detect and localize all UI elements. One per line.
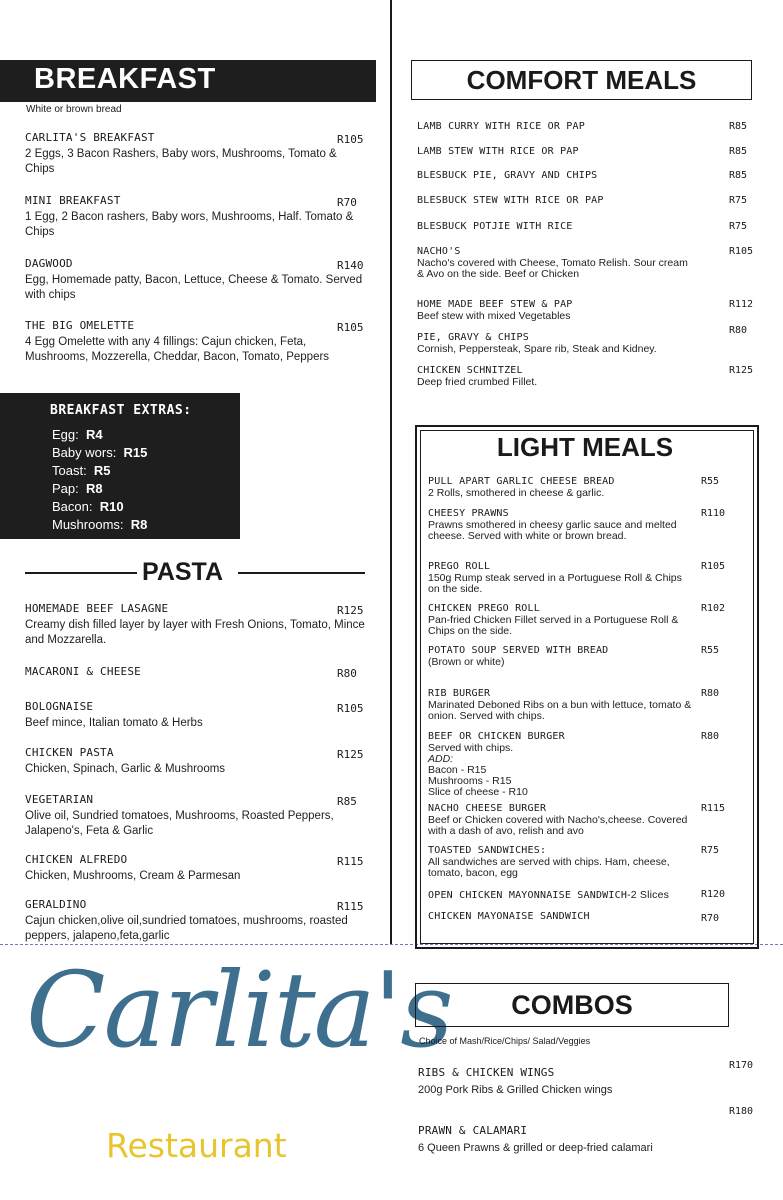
item-desc: Chicken, Spinach, Garlic & Mushrooms	[25, 763, 226, 775]
extra-item: Toast: R5	[52, 463, 111, 478]
item-desc: Chicken, Mushrooms, Cream & Parmesan	[25, 870, 241, 882]
logo-script-text: Carlita's	[26, 949, 452, 1071]
item-desc: 2 Rolls, smothered in cheese & garlic.	[428, 487, 605, 499]
item-desc: 1 Egg, 2 Bacon rashers, Baby wors, Mushrooms, Half. Tomato & Chips	[25, 211, 354, 238]
extra-item: Mushrooms: R8	[52, 517, 148, 532]
item-name: TOASTED SANDWICHES:	[428, 845, 547, 856]
menu-item-big-omelette	[25, 319, 365, 365]
item-name: THE BIG OMELETTE	[25, 319, 135, 332]
menu-item-blesbuck-potjie	[417, 221, 692, 232]
item-name: POTATO SOUP SERVED WITH BREAD	[428, 645, 609, 656]
item-desc: 2 Eggs, 3 Bacon Rashers, Baby wors, Mushrooms, Tomato & Chips	[25, 148, 337, 175]
item-price: R55	[701, 476, 720, 487]
item-price: R140	[337, 259, 364, 272]
item-name: CHICKEN MAYONAISE SANDWICH	[428, 911, 590, 922]
item-price: R115	[337, 855, 364, 868]
menu-item-ribs-chicken-wings	[418, 1066, 718, 1096]
header-rule	[238, 572, 365, 574]
menu-item-geraldino	[25, 898, 365, 944]
add-line: Mushrooms - R15	[428, 775, 512, 787]
item-price: R115	[701, 803, 726, 814]
menu-item-dagwood	[25, 257, 365, 303]
combos-title: COMBOS	[511, 990, 633, 1020]
item-name: BOLOGNAISE	[25, 700, 94, 713]
item-desc: (Brown or white)	[428, 656, 505, 668]
menu-item-toasted-sandwiches	[428, 845, 693, 879]
item-price: R180	[729, 1106, 754, 1117]
combos-subtitle: Choice of Mash/Rice/Chips/ Salad/Veggies	[419, 1036, 591, 1046]
item-desc: Nacho's covered with Cheese, Tomato Relish. Sour cream & Avo on the side. Beef or Chicken	[417, 257, 688, 280]
comfort-meals-header	[411, 60, 752, 100]
add-label: ADD:	[428, 753, 454, 765]
item-price: R55	[701, 645, 720, 656]
menu-item-nacho-cheese-burger	[428, 803, 693, 837]
item-desc: Olive oil, Sundried tomatoes, Mushrooms, Roasted Peppers, Jalapeno's, Feta & Garlic	[25, 810, 334, 837]
item-name: OPEN CHICKEN MAYONNAISE SANDWICH-2 Slices	[428, 889, 670, 901]
menu-item-chicken-prego-roll	[428, 603, 693, 637]
item-name: BLESBUCK STEW WITH RICE OR PAP	[417, 195, 604, 206]
item-price: R105	[337, 321, 364, 334]
menu-item-open-chicken-mayo	[428, 889, 693, 901]
item-desc: Cajun chicken,olive oil,sundried tomatoes, mushrooms, roasted peppers, jalapeno,feta,garlic	[25, 915, 348, 942]
column-divider	[390, 0, 392, 945]
menu-item-blesbuck-stew	[417, 195, 692, 206]
item-price: R105	[337, 133, 364, 146]
item-price: R80	[337, 667, 357, 680]
item-price: R85	[729, 121, 748, 132]
menu-item-chicken-alfredo	[25, 853, 365, 884]
menu-item-lamb-stew	[417, 146, 692, 157]
extras-title: BREAKFAST EXTRAS:	[50, 403, 192, 418]
item-desc: Served with chips.	[428, 742, 514, 754]
item-price: R70	[701, 913, 720, 924]
breakfast-title: BREAKFAST	[34, 63, 216, 95]
item-name: BLESBUCK POTJIE WITH RICE	[417, 221, 573, 232]
combos-header	[415, 983, 729, 1027]
header-rule	[25, 572, 137, 574]
menu-item-blesbuck-pie	[417, 170, 692, 181]
item-name: BEEF OR CHICKEN BURGER	[428, 731, 565, 742]
item-desc: Marinated Deboned Ribs on a bun with lettuce, tomato & onion. Served with chips.	[428, 699, 692, 722]
menu-item-macaroni-cheese	[25, 665, 365, 678]
extra-item: Bacon: R10	[52, 499, 124, 514]
item-name: PULL APART GARLIC CHEESE BREAD	[428, 476, 615, 487]
item-name: PRAWN & CALAMARI	[418, 1124, 528, 1137]
item-name: PREGO ROLL	[428, 561, 491, 572]
menu-item-vegetarian	[25, 793, 365, 839]
breakfast-extras-panel	[0, 393, 240, 539]
item-desc: Cornish, Peppersteak, Spare rib, Steak and Kidney.	[417, 343, 657, 355]
item-price: R105	[701, 561, 726, 572]
logo-subtitle: Restaurant	[106, 1126, 287, 1165]
item-price: R80	[701, 731, 720, 742]
item-desc: Pan-fried Chicken Fillet served in a Portuguese Roll & Chips on the side.	[428, 614, 679, 637]
item-desc: All sandwiches are served with chips. Ham, cheese, tomato, bacon, egg	[428, 856, 670, 879]
item-price: R125	[337, 604, 364, 617]
torn-edge-decoration	[222, 393, 240, 539]
item-desc: Beef stew with mixed Vegetables	[417, 310, 571, 322]
item-price: R70	[337, 196, 357, 209]
item-price: R112	[729, 299, 754, 310]
menu-item-chicken-mayo-sandwich	[428, 911, 693, 922]
item-price: R120	[701, 889, 726, 900]
pasta-title: PASTA	[142, 558, 224, 586]
menu-item-cheesy-prawns	[428, 508, 693, 542]
item-name: MACARONI & CHEESE	[25, 665, 141, 678]
extras-list	[52, 426, 147, 534]
item-price: R115	[337, 900, 364, 913]
breakfast-header	[0, 60, 376, 102]
item-price: R85	[729, 146, 748, 157]
breakfast-subtitle: White or brown bread	[26, 104, 122, 115]
item-desc: Beef mince, Italian tomato & Herbs	[25, 717, 203, 729]
item-price: R75	[729, 221, 748, 232]
menu-item-beef-stew-pap	[417, 299, 692, 322]
item-name: HOMEMADE BEEF LASAGNE	[25, 602, 169, 615]
item-name: GERALDINO	[25, 898, 87, 911]
menu-item-carlitas-breakfast	[25, 131, 365, 177]
item-desc: Deep fried crumbed Fillet.	[417, 376, 538, 388]
item-price: R75	[729, 195, 748, 206]
item-name: LAMB STEW WITH RICE OR PAP	[417, 146, 579, 157]
menu-item-beef-chicken-burger	[428, 731, 693, 798]
item-name: DAGWOOD	[25, 257, 73, 270]
item-name: CHEESY PRAWNS	[428, 508, 509, 519]
item-name: CARLITA'S BREAKFAST	[25, 131, 155, 144]
item-price: R75	[701, 845, 720, 856]
item-desc: Egg, Homemade patty, Bacon, Lettuce, Cheese & Tomato. Served with chips	[25, 274, 363, 301]
item-name: PIE, GRAVY & CHIPS	[417, 332, 529, 343]
menu-item-potato-soup	[428, 645, 693, 668]
item-name: NACHO CHEESE BURGER	[428, 803, 547, 814]
add-line: Bacon - R15	[428, 764, 487, 776]
menu-item-nachos	[417, 246, 692, 280]
pasta-header	[25, 560, 365, 586]
item-desc: 200g Pork Ribs & Grilled Chicken wings	[418, 1084, 613, 1096]
extra-item: Egg: R4	[52, 427, 103, 442]
add-line: Slice of cheese - R10	[428, 786, 528, 798]
item-name: CHICKEN PASTA	[25, 746, 114, 759]
item-price: R80	[701, 688, 720, 699]
item-name: RIBS & CHICKEN WINGS	[418, 1066, 555, 1079]
item-desc: Beef or Chicken covered with Nacho's,cheese. Covered with a dash of avo, relish and avo	[428, 814, 688, 837]
item-name: NACHO'S	[417, 246, 461, 257]
item-price: R105	[337, 702, 364, 715]
item-desc: Prawns smothered in cheesy garlic sauce and melted cheese. Served with white or brown bread.	[428, 519, 677, 542]
item-name: CHICKEN PREGO ROLL	[428, 603, 540, 614]
item-price: R125	[729, 365, 754, 376]
menu-item-mini-breakfast	[25, 194, 365, 240]
menu-item-garlic-cheese-bread	[428, 476, 693, 499]
item-desc: 6 Queen Prawns & grilled or deep-fried calamari	[418, 1142, 653, 1154]
item-desc: 150g Rump steak served in a Portuguese Roll & Chips on the side.	[428, 572, 682, 595]
item-price: R125	[337, 748, 364, 761]
item-name: VEGETARIAN	[25, 793, 94, 806]
item-name: LAMB CURRY WITH RICE OR PAP	[417, 121, 585, 132]
extra-item: Pap: R8	[52, 481, 103, 496]
item-price: R170	[729, 1060, 754, 1071]
item-price: R80	[729, 325, 748, 336]
menu-item-bolognaise	[25, 700, 365, 731]
item-name: MINI BREAKFAST	[25, 194, 121, 207]
item-price: R85	[729, 170, 748, 181]
item-name: HOME MADE BEEF STEW & PAP	[417, 299, 573, 310]
menu-item-prawn-calamari	[418, 1124, 718, 1154]
item-name: BLESBUCK PIE, GRAVY AND CHIPS	[417, 170, 598, 181]
menu-item-chicken-schnitzel	[417, 365, 692, 388]
item-price: R110	[701, 508, 726, 519]
menu-item-lamb-curry	[417, 121, 692, 132]
item-name: RIB BURGER	[428, 688, 491, 699]
menu-item-prego-roll	[428, 561, 693, 595]
menu-item-rib-burger	[428, 688, 693, 722]
item-price: R105	[729, 246, 754, 257]
restaurant-logo	[18, 949, 452, 1180]
item-desc: Creamy dish filled layer by layer with Fresh Onions, Tomato, Mince and Mozzarella.	[25, 619, 365, 646]
item-desc: 4 Egg Omelette with any 4 fillings: Cajun chicken, Feta, Mushrooms, Mozzerella, Cheddar, Bacon, Tomato, Peppers	[25, 336, 330, 363]
menu-item-pie-gravy-chips	[417, 332, 692, 355]
menu-item-beef-lasagne	[25, 602, 365, 648]
extra-item: Baby wors: R15	[52, 445, 148, 460]
menu-item-chicken-pasta	[25, 746, 365, 777]
item-price: R85	[337, 795, 357, 808]
item-name: CHICKEN SCHNITZEL	[417, 365, 523, 376]
comfort-title: COMFORT MEALS	[466, 65, 697, 95]
item-name: CHICKEN ALFREDO	[25, 853, 128, 866]
item-price: R102	[701, 603, 726, 614]
light-meals-title: LIGHT MEALS	[496, 432, 674, 462]
